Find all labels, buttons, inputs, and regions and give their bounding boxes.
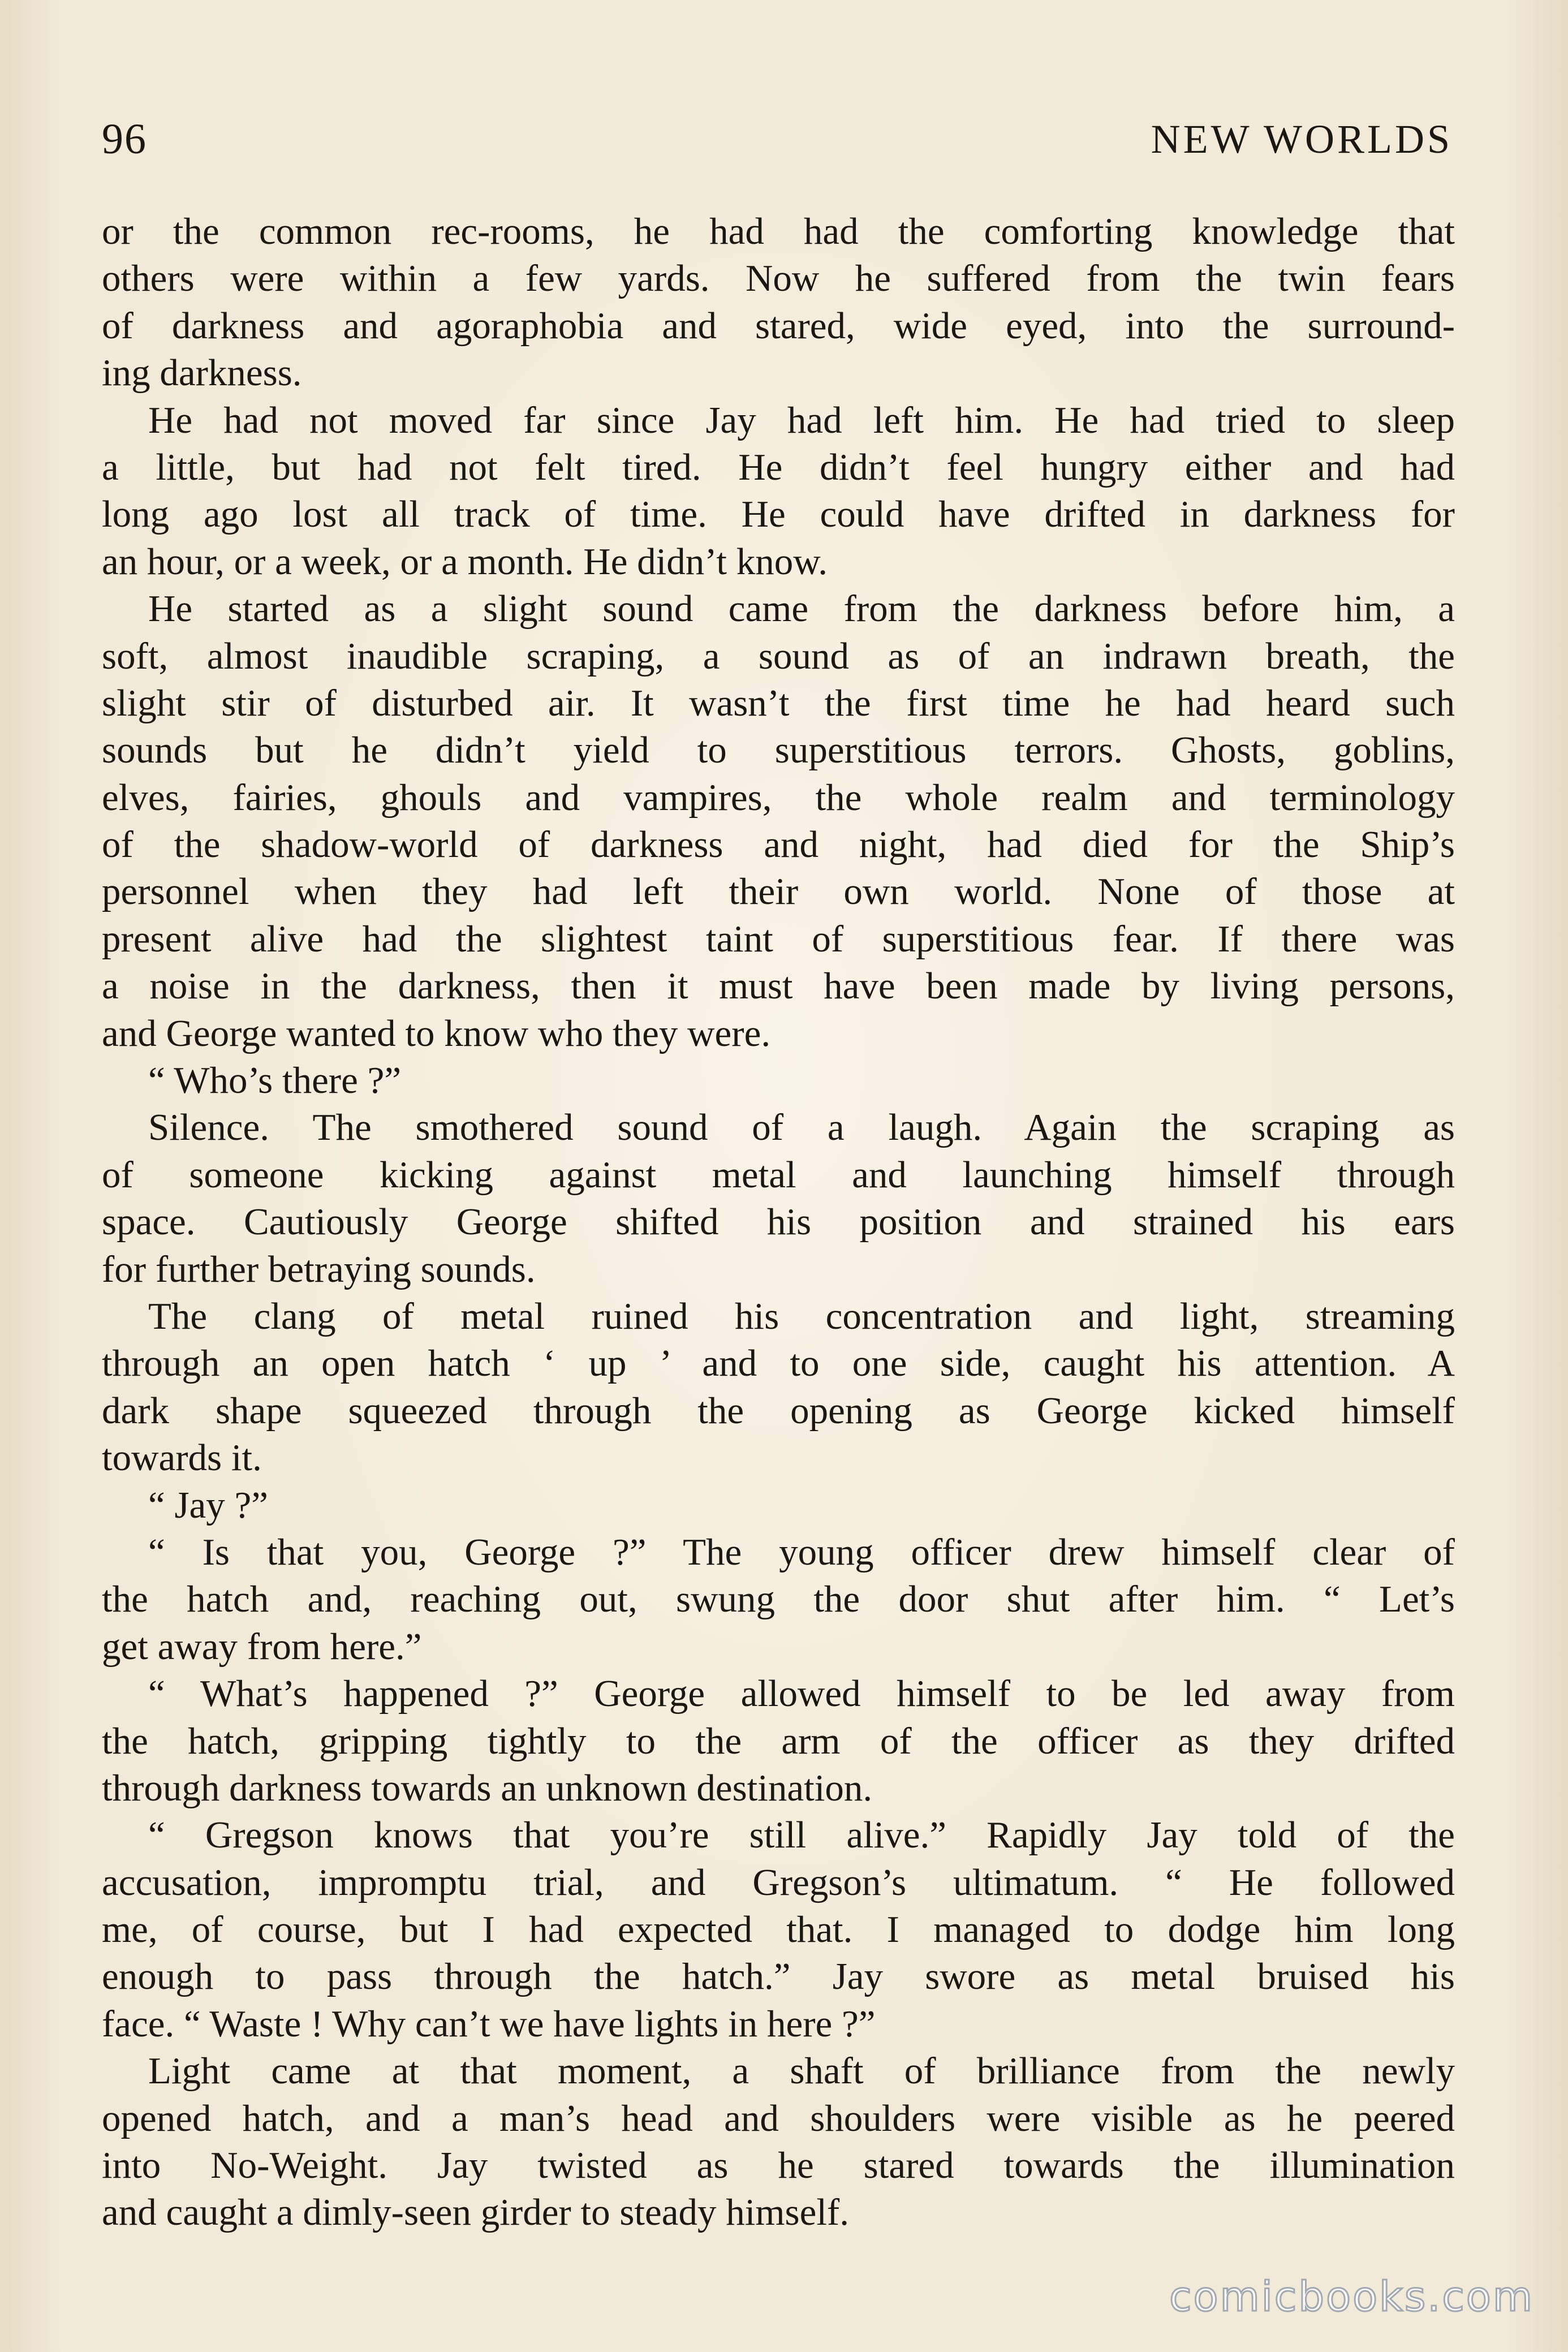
page-header (102, 111, 1453, 167)
text-line: the hatch and, reaching out, swung the door shut after him. “ Let’s (102, 1578, 1455, 1621)
text-line: or the common rec-rooms, he had had the comforting knowledge that (102, 210, 1455, 252)
watermark: comicbooks.com (1169, 2273, 1534, 2320)
text-line: The clang of metal ruined his concentration and light, streaming (148, 1295, 1455, 1337)
text-line: dark shape squeezed through the opening as George kicked himself (102, 1389, 1455, 1432)
text-line: elves, fairies, ghouls and vampires, the whole realm and terminology (102, 776, 1455, 819)
text-line: “ What’s happened ?” George allowed himself to be led away from (148, 1673, 1455, 1715)
text-line: opened hatch, and a man’s head and shoulders were visible as he peered (102, 2097, 1455, 2139)
body-text (102, 208, 1455, 2237)
text-line: enough to pass through the hatch.” Jay swore as metal bruised his (102, 1955, 1455, 1998)
text-line: a little, but had not felt tired. He didn’t feel hungry either and had (102, 446, 1455, 488)
text-line: through darkness towards an unknown destination. (102, 1767, 873, 1809)
text-line: me, of course, but I had expected that. I managed to dodge him long (102, 1909, 1455, 1951)
text-line: of darkness and agoraphobia and stared, wide eyed, into the surround- (102, 304, 1455, 347)
text-line: and George wanted to know who they were. (102, 1012, 771, 1054)
text-line: of the shadow-world of darkness and night, had died for the Ship’s (102, 824, 1455, 866)
text-line: towards it. (102, 1437, 262, 1479)
text-line: Light came at that moment, a shaft of brilliance from the newly (148, 2050, 1455, 2092)
text-line: “ Who’s there ?” (148, 1059, 402, 1102)
text-line: through an open hatch ‘ up ’ and to one side, caught his attention. A (102, 1342, 1455, 1385)
text-line: accusation, impromptu trial, and Gregson’s ultimatum. “ He followed (102, 1861, 1455, 1903)
text-line: an hour, or a week, or a month. He didn’t know. (102, 540, 828, 583)
text-line: present alive had the slightest taint of superstitious fear. If there was (102, 917, 1455, 960)
text-line: Silence. The smothered sound of a laugh. Again the scraping as (148, 1106, 1455, 1149)
text-line: “ Is that you, George ?” The young officer drew himself clear of (148, 1531, 1455, 1573)
text-line: He started as a slight sound came from the darkness before him, a (148, 588, 1455, 630)
running-head: NEW WORLDS (1151, 117, 1453, 162)
text-line: the hatch, gripping tightly to the arm of the officer as they drifted (102, 1720, 1455, 1762)
text-line: “ Jay ?” (148, 1484, 269, 1526)
text-line: personnel when they had left their own world. None of those at (102, 871, 1455, 913)
text-line: others were within a few yards. Now he suffered from the twin fears (102, 257, 1455, 300)
text-line: for further betraying sounds. (102, 1248, 536, 1290)
text-line: of someone kicking against metal and launching himself through (102, 1153, 1455, 1196)
page-number: 96 (102, 115, 147, 163)
text-line: into No-Weight. Jay twisted as he stared towards the illumination (102, 2144, 1455, 2187)
text-line: slight stir of disturbed air. It wasn’t the first time he had heard such (102, 682, 1455, 724)
text-line: He had not moved far since Jay had left him. He had tried to sleep (148, 399, 1455, 441)
text-line: soft, almost inaudible scraping, a sound as of an indrawn breath, the (102, 635, 1455, 677)
text-line: face. “ Waste ! Why can’t we have lights in here ?” (102, 2002, 876, 2045)
text-line: a noise in the darkness, then it must have been made by living persons, (102, 965, 1455, 1007)
text-line: space. Cautiously George shifted his position and strained his ears (102, 1201, 1455, 1243)
text-line: ing darkness. (102, 352, 302, 394)
text-line: “ Gregson knows that you’re still alive.” Rapidly Jay told of the (148, 1814, 1455, 1856)
text-line: get away from here.” (102, 1625, 422, 1668)
text-line: long ago lost all track of time. He could have drifted in darkness for (102, 493, 1455, 536)
text-line: sounds but he didn’t yield to superstitious terrors. Ghosts, goblins, (102, 729, 1455, 772)
text-line: and caught a dimly-seen girder to steady himself. (102, 2191, 849, 2234)
